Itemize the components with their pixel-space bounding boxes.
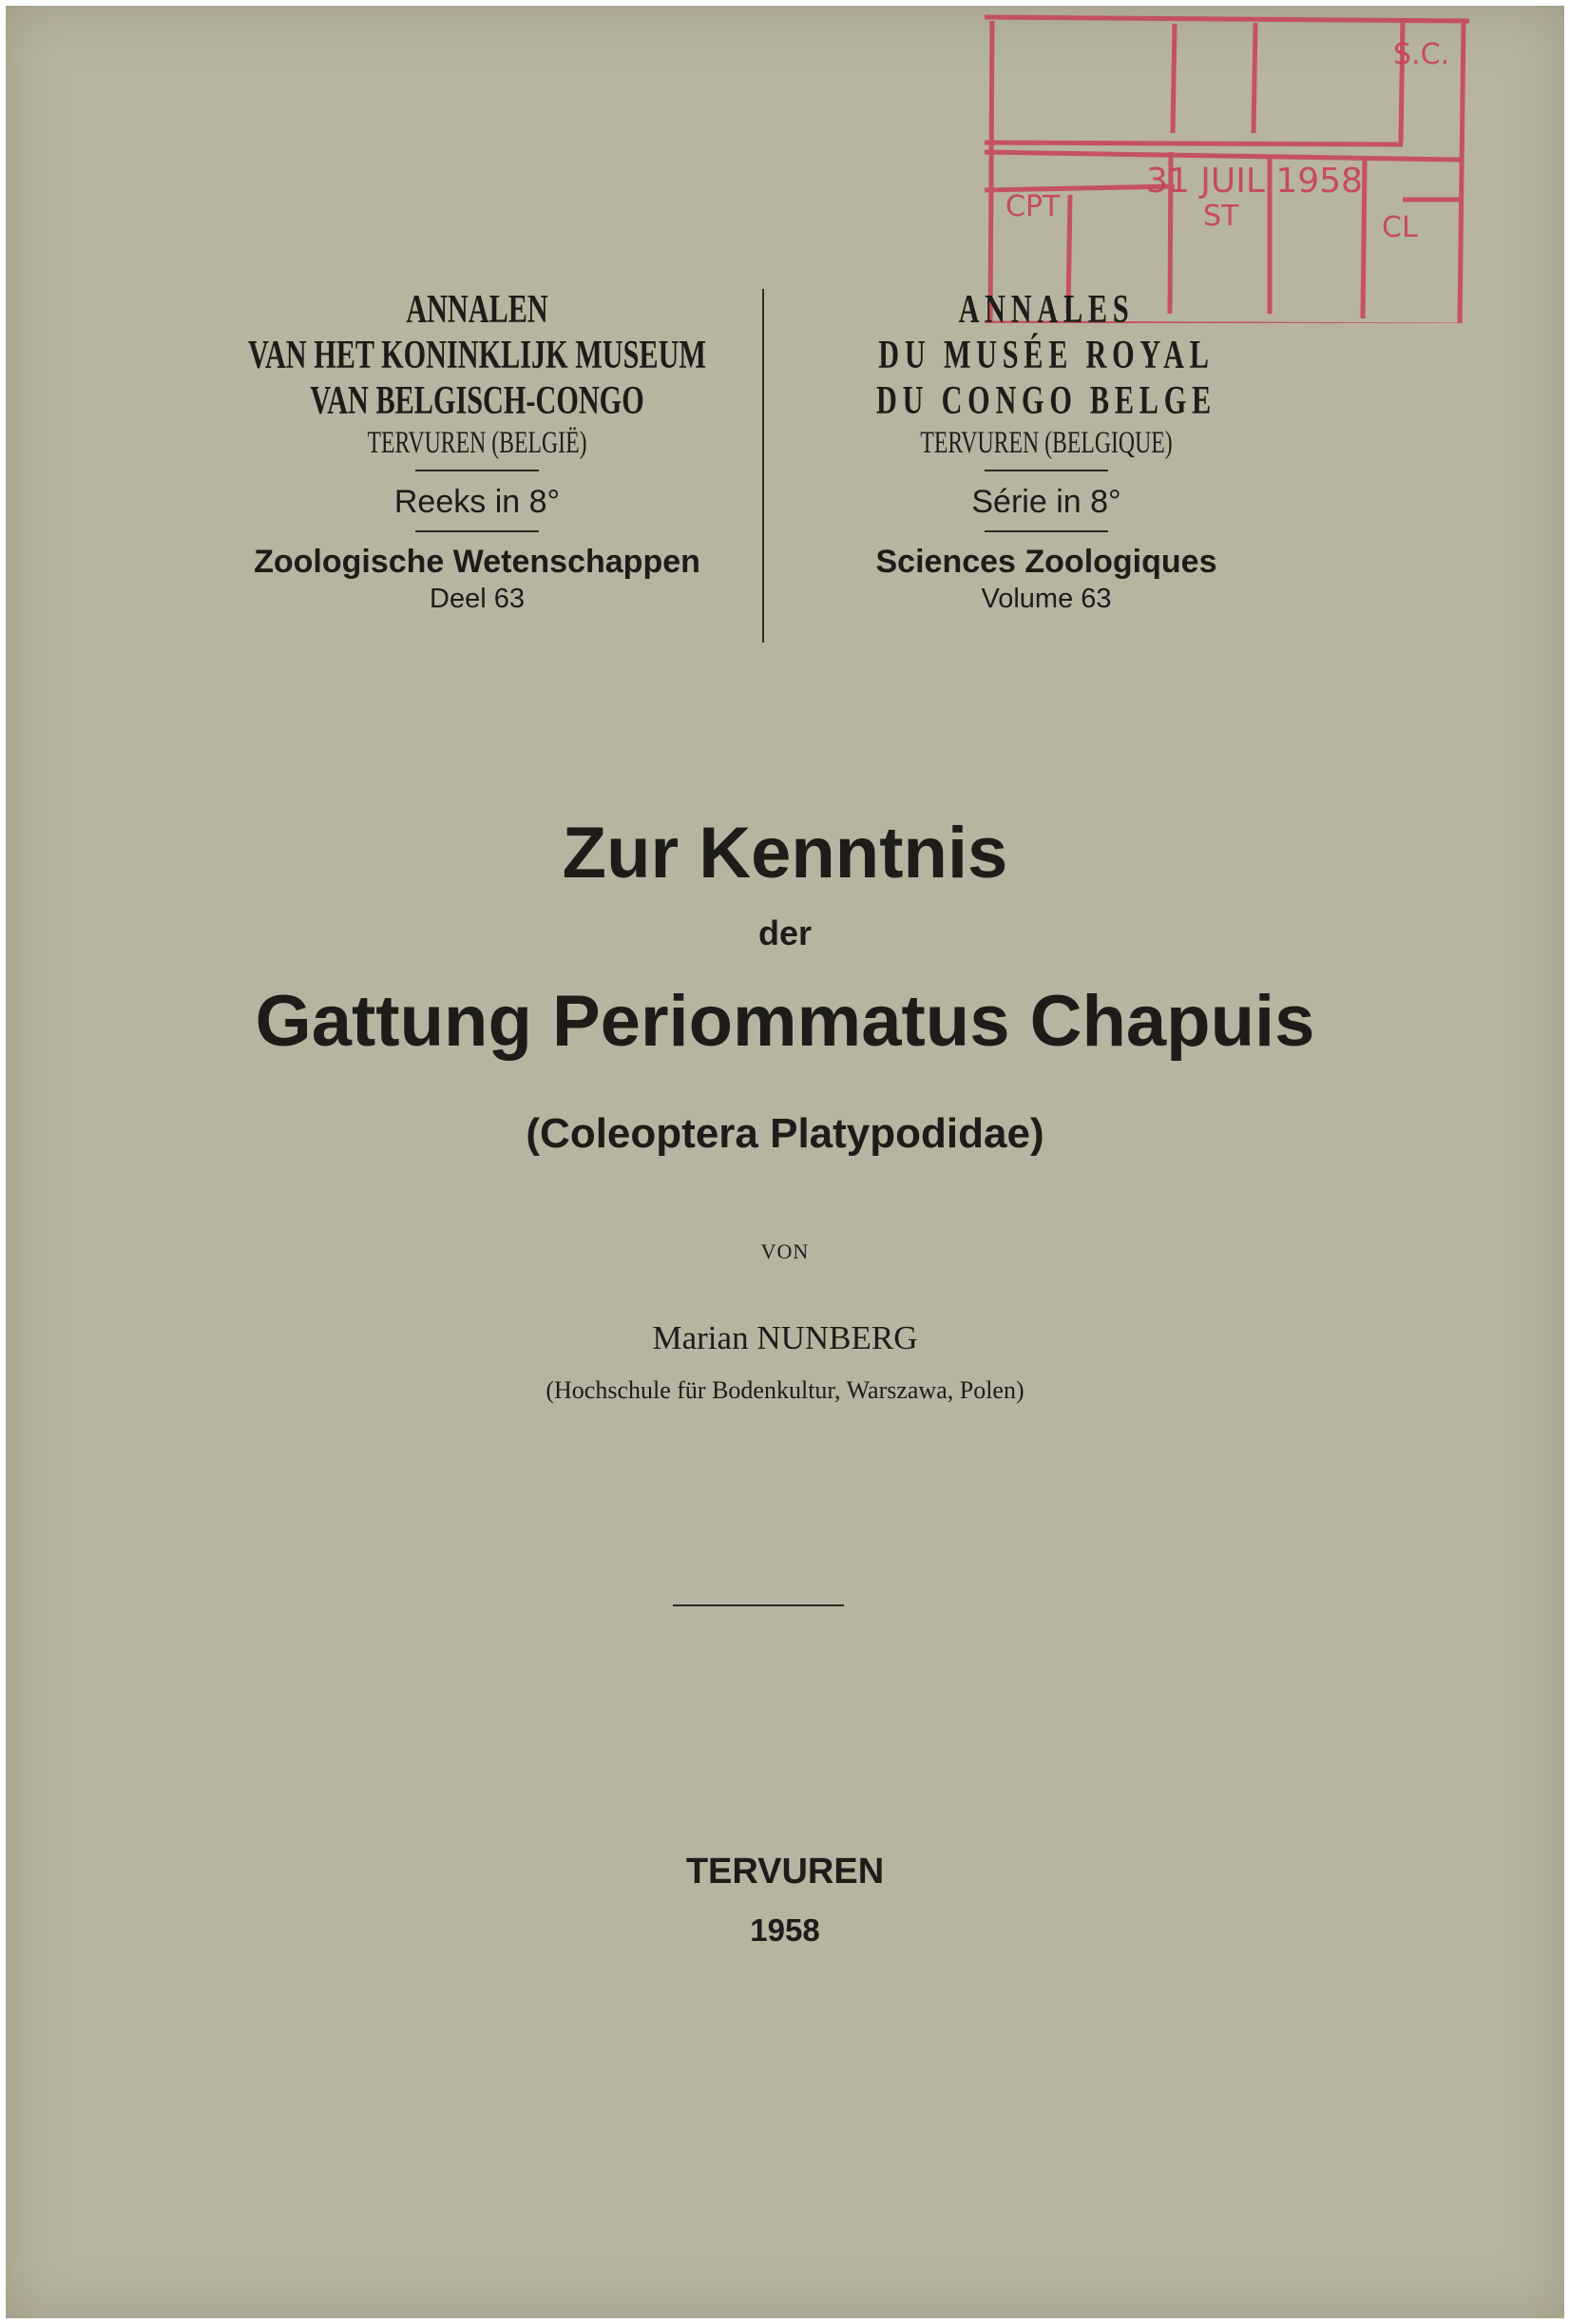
right-rule-1 — [985, 470, 1108, 471]
stamp-sc-label: S.C. — [1393, 38, 1450, 71]
right-line-musee: DU MUSÉE ROYAL — [878, 334, 1215, 377]
stamp-st-label: ST — [1203, 200, 1239, 233]
left-line-congo: VAN BELGISCH-CONGO — [310, 379, 644, 423]
right-rule-2 — [985, 530, 1108, 532]
left-line-museum: VAN HET KONINKLIJK MUSEUM — [248, 334, 706, 377]
left-subject: Zoologische Wetenschappen — [254, 544, 700, 580]
library-stamp — [985, 10, 1469, 323]
author-name: Marian NUNBERG — [652, 1319, 918, 1356]
left-rule-1 — [415, 470, 539, 471]
title-subtitle: (Coleoptera Platypodidae) — [526, 1110, 1044, 1157]
title-line-3: Gattung Periommatus Chapuis — [255, 981, 1315, 1062]
left-rule-2 — [415, 530, 539, 532]
left-series: Reeks in 8° — [393, 484, 561, 520]
right-series: Série in 8° — [971, 484, 1121, 520]
stamp-cl-label: CL — [1382, 211, 1418, 244]
left-line-annalen: ANNALEN — [406, 288, 548, 332]
title-line-2: der — [757, 913, 813, 952]
left-line-tervuren: TERVUREN (BELGIË) — [367, 426, 587, 460]
imprint-place: TERVUREN — [685, 1852, 885, 1892]
stamp-cpt-label: CPT — [1005, 190, 1061, 223]
right-line-congo: DU CONGO BELGE — [876, 379, 1216, 423]
right-volume: Volume 63 — [981, 584, 1112, 614]
right-line-tervuren: TERVUREN (BELGIQUE) — [920, 426, 1173, 460]
imprint-year: 1958 — [750, 1912, 820, 1948]
right-subject: Sciences Zoologiques — [875, 544, 1217, 580]
stamp-date: 31 JUIL 1958 — [1146, 162, 1363, 201]
separator-rule — [673, 1604, 844, 1606]
right-line-annales: ANNALES — [958, 288, 1135, 332]
series-header-dutch — [144, 287, 810, 616]
series-header-french — [714, 287, 1379, 616]
author-affiliation: (Hochschule für Bodenkultur, Warszawa, Polen) — [546, 1376, 1024, 1404]
byline-von: VON — [760, 1239, 810, 1263]
document-cover — [6, 6, 1564, 2318]
title-line-1: Zur Kenntnis — [562, 813, 1008, 893]
left-volume: Deel 63 — [430, 584, 525, 614]
